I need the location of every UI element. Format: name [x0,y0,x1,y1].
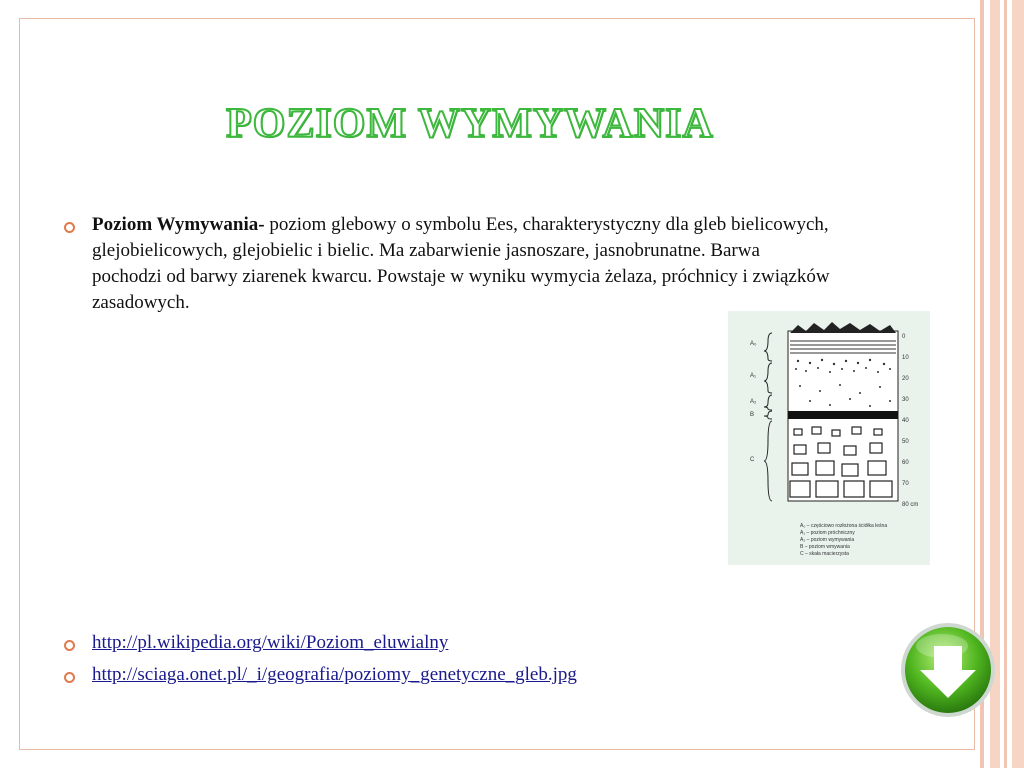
depth-tick: 10 [902,355,909,361]
wikipedia-link[interactable]: http://pl.wikipedia.org/wiki/Poziom_eluwialny [92,632,449,653]
slide-title: POZIOM WYMYWANIA [226,101,714,147]
down-arrow-icon [898,620,998,720]
legend-item: A₀ – częściowo rozłożona ściółka leśna [800,523,888,529]
depth-tick: 50 [902,439,909,445]
legend-item: A₁ – poziom próchniczny [800,530,855,536]
horizon-label: B [750,412,755,418]
depth-tick: 70 [902,481,909,487]
legend-item: C – skała macierzysta [800,551,849,557]
sciaga-link[interactable]: http://sciaga.onet.pl/_i/geografia/poziomy_genetyczne_gleb.jpg [92,664,577,685]
definition-text: poziom glebowy o symbolu Ees, charakterystyczny dla gleb bielicowych, glejobielicowych, glejobielic i bielic. Ma zabarwienie jasnoszare, jasnobrunatne. Barwa pochodzi od barwy ziarenek kwarcu. Powstaje w wyniku wymycia żelaza, próchnicy i związków zasadowych. [92,214,830,313]
diagram-legend [800,523,887,558]
legend-item: A₂ – poziom wymywania [800,537,855,543]
next-slide-button[interactable] [898,620,998,720]
horizon-label: A₁ [750,373,757,379]
term-label: Poziom Wymywania- [92,214,265,235]
depth-tick: 20 [902,376,909,382]
ring-bullet-icon [64,640,75,651]
definition-paragraph [92,212,832,316]
ring-bullet-icon [64,222,75,233]
horizon-label: C [750,457,755,463]
depth-tick: 30 [902,397,909,403]
legend-item: B – poziom wmywania [800,544,850,550]
decor-stripe [1004,0,1007,768]
depth-tick: 40 [902,418,909,424]
depth-tick: 0 [902,334,906,340]
depth-scale [902,327,918,516]
depth-tick: 80 cm [902,502,919,508]
soil-profile-diagram [728,311,930,565]
depth-tick: 60 [902,460,909,466]
decor-stripe [1012,0,1024,768]
ring-bullet-icon [64,672,75,683]
horizon-label: A₀ [750,341,757,347]
horizon-label: A₂ [750,399,757,405]
